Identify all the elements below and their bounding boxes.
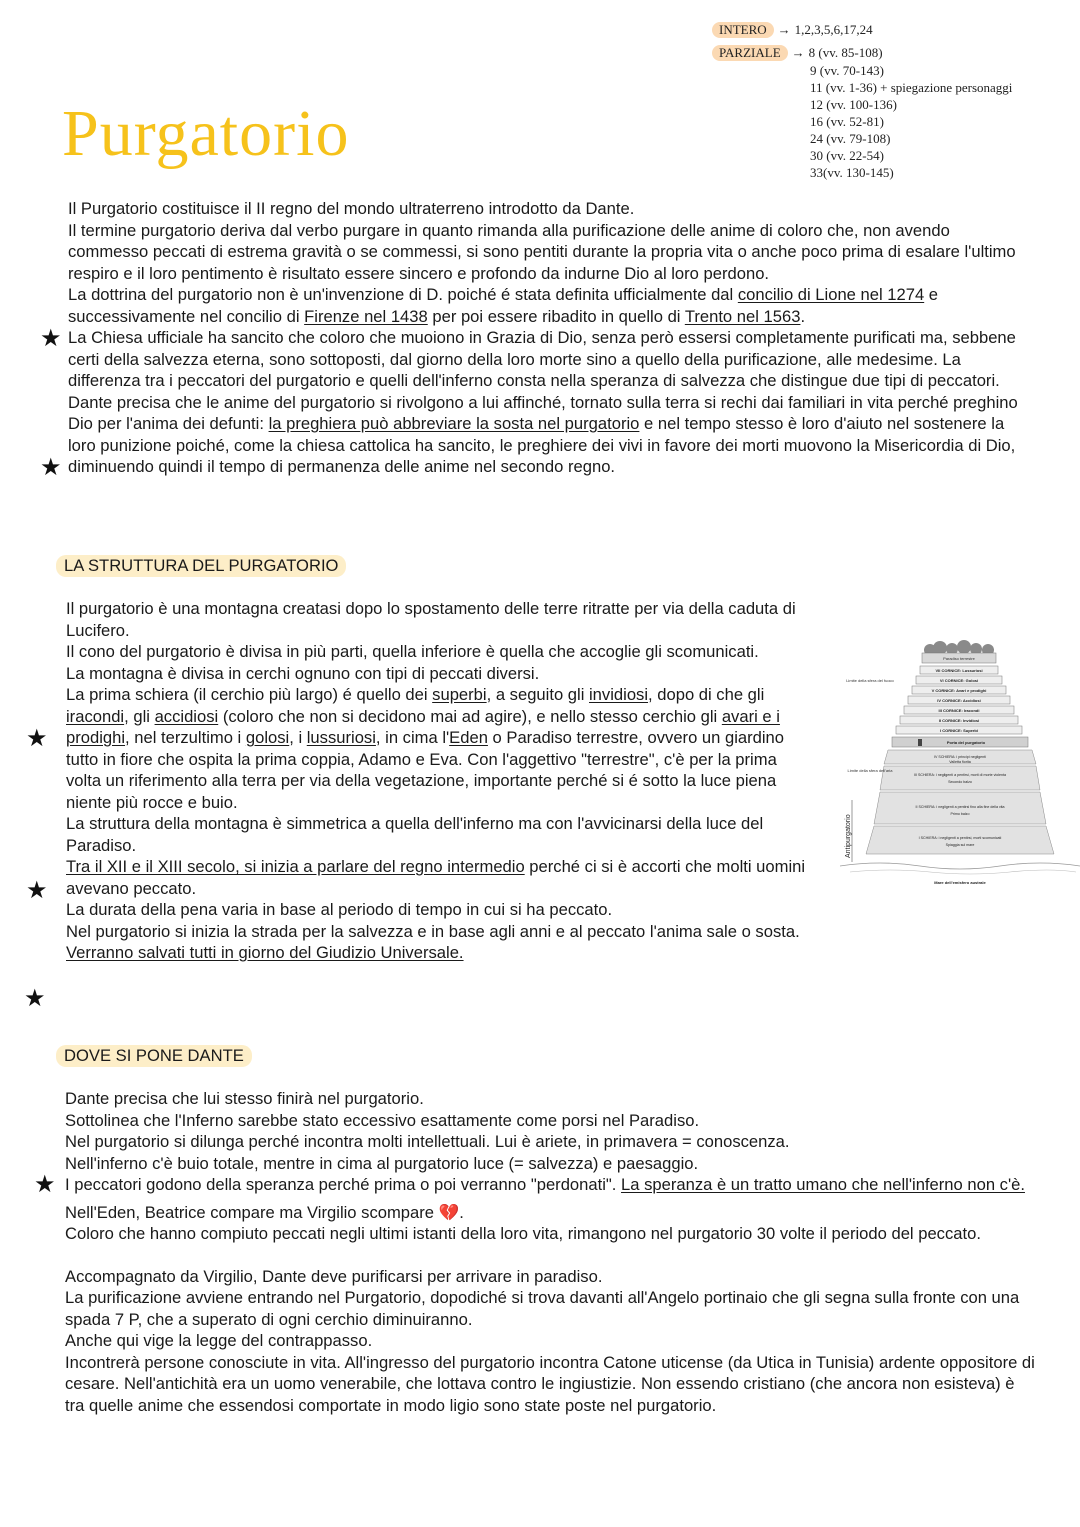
underlined-text: iracondi xyxy=(66,706,125,726)
parziale-item: 11 (vv. 1-36) + spiegazione personaggi xyxy=(810,80,1013,95)
arrow-icon: → xyxy=(791,44,805,60)
star-icon: ★ xyxy=(26,725,48,752)
cornice-label: IV CORNICE: Accidiosi xyxy=(937,698,981,703)
underlined-text: golosi xyxy=(245,728,290,747)
underlined-text: Firenze nel 1438 xyxy=(304,306,428,326)
text: , gli xyxy=(124,706,155,726)
parziale-item: 16 (vv. 52-81) xyxy=(810,114,884,129)
cornice-label: V CORNICE: Avari e prodighi xyxy=(931,688,987,693)
parziale-first: 8 (vv. 85-108) xyxy=(808,44,883,60)
struttura-l2: Il cono del purgatorio è divisa in più parti, quella inferiore è quella che accoglie gli scomunicati. xyxy=(66,642,759,661)
underlined-text: invidiosi xyxy=(589,685,649,704)
struttura-l1: Il purgatorio è una montagna creatasi dopo lo spostamento delle terre ritratte per via della caduta di Lucifero. xyxy=(66,599,796,640)
schiera-label: I SCHIERA: i negligenti a pentirsi, morti scomunicati xyxy=(918,836,1002,840)
text: La prima schiera (il cerchio più largo) é quello dei xyxy=(66,685,433,704)
balzo-label: Primo balzo xyxy=(950,812,970,816)
text: per poi essere ribadito in quello di xyxy=(427,306,685,326)
page-title: Purgatorio xyxy=(62,97,350,170)
struttura-l6 xyxy=(66,856,808,899)
section-heading-struttura: LA STRUTTURA DEL PURGATORIO xyxy=(56,555,346,577)
dante-l10: Anche qui vige la legge del contrappasso. xyxy=(65,1331,373,1350)
schiera-label: II SCHIERA: i negligenti a pentirsi fino alla fine della vita xyxy=(915,805,1005,809)
text: (coloro che non si decidono mai ad agire), e nello stesso cerchio gli xyxy=(218,706,722,726)
star-icon: ★ xyxy=(40,454,62,481)
intro-p3 xyxy=(68,284,1028,327)
star-icon: ★ xyxy=(40,325,62,352)
intro-text xyxy=(68,198,1028,478)
underlined-text: accidiosi xyxy=(154,706,219,726)
eden-label: Paradiso terrestre xyxy=(943,656,975,661)
text: , nel terzultimo i xyxy=(125,728,246,747)
text: e successivamente nel concilio di xyxy=(68,285,939,326)
purgatorio-mountain-diagram xyxy=(840,640,1080,900)
intro-p4 xyxy=(68,327,1028,478)
intero-label: INTERO xyxy=(712,22,774,38)
intero-value: 1,2,3,5,6,17,24 xyxy=(794,21,873,37)
parziale-list xyxy=(712,62,1012,181)
porta-label: Porta del purgatorio xyxy=(946,740,986,745)
text: o Paradiso terrestre, ovvero un giardino tutto in fiore che ospita la prima coppia, Adamo e Eva. Con l'aggettivo "terrestre", c'è per la prima volta un riferimento alla terra per via della vegetazione, importante perché si é sotto la luce piena niente più rocce e buio. xyxy=(66,728,785,812)
underlined-text: la preghiera può abbreviare la sosta nel purgatorio xyxy=(268,414,640,433)
text: , in cima l' xyxy=(375,728,450,747)
dante-l6: Nell'Eden, Beatrice compare ma Virgilio scompare 💔. xyxy=(65,1202,464,1222)
star-icon: ★ xyxy=(24,985,46,1012)
struttura-l4 xyxy=(66,684,808,813)
dante-l1: Dante precisa che lui stesso finirà nel purgatorio. xyxy=(65,1089,424,1108)
dante-l2: Sottolinea che l'Inferno sarebbe stato eccessivo esattamente come porsi nel Paradiso. xyxy=(65,1110,700,1130)
dante-l8: Accompagnato da Virgilio, Dante deve purificarsi per arrivare in paradiso. xyxy=(65,1266,603,1286)
struttura-l5: La struttura della montagna è simmetrica a quella dell'inferno ma con l'avvicinarsi della luce del Paradiso. xyxy=(66,814,764,855)
struttura-l7: La durata della pena varia in base al periodo di tempo in cui si ha peccato. xyxy=(66,900,613,919)
struttura-l3: La montagna è divisa in cerchi ognuno con tipi di peccati diversi. xyxy=(66,663,540,683)
cornice-label: I CORNICE: Superbi xyxy=(939,728,979,733)
underlined-text: Trento nel 1563 xyxy=(684,306,801,326)
text: perché ci si è accorti che molti uomini avevano peccato. xyxy=(66,857,806,898)
balzo-label: Spiaggia sul mare xyxy=(945,843,975,847)
sfera-fuoco-label: Limite della sfera del fuoco xyxy=(846,678,894,683)
parziale-item: 9 (vv. 70-143) xyxy=(810,63,884,78)
text: , a seguito gli xyxy=(486,685,589,704)
underlined-text: concilio di Lione nel 1274 xyxy=(737,285,925,304)
parziale-item: 24 (vv. 79-108) xyxy=(810,131,891,146)
text: . xyxy=(800,306,806,326)
cornice-label: III CORNICE: Iracondi xyxy=(938,708,980,713)
struttura-text xyxy=(66,598,808,964)
canti-legend xyxy=(712,20,1012,181)
sea-label: Mare dell'emisfero australe xyxy=(934,880,986,885)
dante-l5 xyxy=(65,1174,1035,1196)
parziale-item: 12 (vv. 100-136) xyxy=(810,97,897,112)
dante-l11: Incontrerà persone conosciute in vita. All'ingresso del purgatorio incontra Catone uticense (da Utica in Tunisia) ardente oppositore di cesare. Nell'antichità era un uomo venerabile, che lottava contro le ingiustizie. Non essendo cristiano (che ancora non esisteva) è tra quelle anime che essendosi comportate in modo ligio sono state poste nel purgatorio. xyxy=(65,1352,1035,1415)
dante-l4: Nell'inferno c'è buio totale, mentre in cima al purgatorio luce (= salvezza) e paesaggio. xyxy=(65,1153,699,1173)
cornice-label: VI CORNICE: Golosi xyxy=(939,678,979,683)
underlined-text: Eden xyxy=(449,728,488,747)
parziale-item: 33(vv. 130-145) xyxy=(810,165,894,180)
text: La dottrina del purgatorio non è un'invenzione di D. poiché é stata definita ufficialmente dal xyxy=(68,285,738,304)
parziale-label: PARZIALE xyxy=(712,45,788,61)
struttura-l8: Nel purgatorio si inizia la strada per la salvezza e in base agli anni e al peccato l'anima sale o sosta. xyxy=(66,921,800,941)
cornice-label: II CORNICE: Invidiosi xyxy=(938,718,980,723)
balzo-label: Secondo balzo xyxy=(948,780,972,784)
text: , i xyxy=(289,728,307,747)
cornice-label: VII CORNICE: Lussuriosi xyxy=(935,668,983,673)
sfera-aria-label: Limite della sfera dell'aria xyxy=(847,768,893,773)
star-icon: ★ xyxy=(26,877,48,904)
struttura-l9: Verranno salvati tutti in giorno del Giudizio Universale. xyxy=(66,943,464,962)
intro-p2: Il termine purgatorio deriva dal verbo purgare in quanto rimanda alla purificazione delle anime di coloro che, non avendo commesso peccati di estrema gravità o se commessi, si sono pentiti durante la propria vita o anche poco prima di esalare l'ultimo respiro e il loro pentimento è risultato essere sincero e profondo da indurne Dio al loro perdono. xyxy=(68,220,1016,283)
underlined-text: Tra il XII e il XIII secolo, si inizia a parlare del regno intermedio xyxy=(66,857,525,876)
dante-l3: Nel purgatorio si dilunga perché incontra molti intellettuali. Lui è ariete, in primavera = conoscenza. xyxy=(65,1132,790,1151)
star-icon: ★ xyxy=(34,1171,56,1198)
text: I peccatori godono della speranza perché prima o poi verranno "perdonati". xyxy=(65,1175,622,1194)
schiera-label: IV SCHIERA: i principi negligenti xyxy=(934,755,986,759)
antipurgatorio-label: Antipurgatorio xyxy=(845,814,852,858)
text: La Chiesa ufficiale ha sancito che coloro che muoiono in Grazia di Dio, senza però essersi completamente purificati ma, sebbene certi della salvezza eterna, sono sottoposti, dal giorno della loro morte sino a quello della purificazione, alle medesime. La differenza tra i peccatori del purgatorio e quelli dell'inferno consta nella speranza di salvezza che distingue due tipi di peccatori. Dante precisa che le anime del purgatorio si rivolgono a lui affinché, tornato sulla terra si rechi dai familiari in vita perché preghino Dio per l'anima dei defunti: xyxy=(68,328,1018,433)
text: , dopo di che gli xyxy=(648,685,765,704)
dante-l9: La purificazione avviene entrando nel Purgatorio, dopodiché si trova davanti all'Angelo portinaio che gli segna sulla fronte con una spada 7 P, che a superato di ogni cerchio diminuiranno. xyxy=(65,1288,1020,1329)
underlined-text: avari e i prodighi xyxy=(66,706,780,747)
dante-text xyxy=(65,1088,1035,1416)
intro-p1: Il Purgatorio costituisce il II regno del mondo ultraterreno introdotto da Dante. xyxy=(68,199,635,218)
underlined-text: La speranza è un tratto umano che nell'inferno non c'è. xyxy=(621,1175,1025,1194)
balzo-label: Valletta fiorita xyxy=(949,760,971,764)
underlined-text: lussuriosi xyxy=(306,728,376,747)
parziale-item: 30 (vv. 22-54) xyxy=(810,148,884,163)
section-heading-dante: DOVE SI PONE DANTE xyxy=(56,1045,252,1067)
dante-l7: Coloro che hanno compiuto peccati negli ultimi istanti della loro vita, rimangono nel purgatorio 30 volte il periodo del peccato. xyxy=(65,1224,981,1243)
underlined-text: superbi xyxy=(432,685,487,704)
schiera-label: III SCHIERA: i negligenti a pentirsi, morti di morte violenta xyxy=(913,773,1007,777)
arrow-icon: → xyxy=(777,21,791,37)
text: e nel tempo stesso è loro d'aiuto nel sostenere la loro punizione poiché, come la chiesa cattolica ha sancito, le preghiere dei vivi in favore dei morti muovono la Misericordia di Dio, diminuendo quindi il tempo di permanenza delle anime nel secondo regno. xyxy=(68,414,1016,476)
